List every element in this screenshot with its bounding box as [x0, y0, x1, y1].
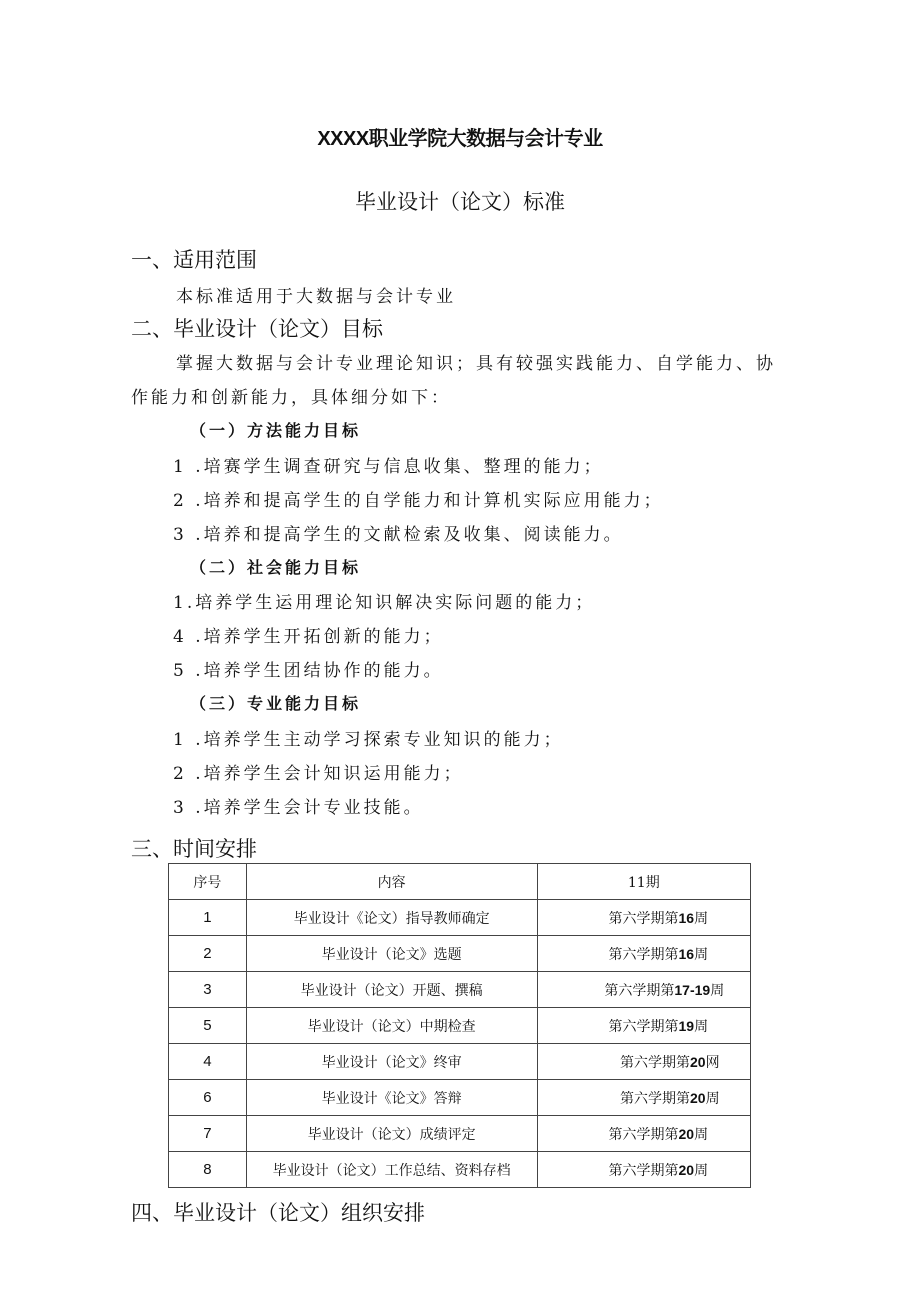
period-week: 20: [678, 1161, 695, 1178]
period-prefix: 第六学期第: [608, 1162, 679, 1179]
period-suffix: 周: [710, 982, 725, 999]
list-item: 2 .培养学生会计知识运用能力；: [173, 764, 464, 784]
list-item: 1.培养学生运用理论知识解决实际问题的能力；: [173, 593, 596, 613]
list-item: 4 .培养学生开拓创新的能力；: [173, 627, 444, 647]
row-no: 3: [169, 972, 247, 1008]
list-item: 1 .培养学生主动学习探索专业知识的能力；: [173, 730, 564, 750]
table-row: [169, 972, 751, 1008]
period-suffix: 周: [694, 946, 709, 963]
table-row: [169, 1080, 751, 1116]
row-content: 毕业设计《论文）指导教师确定: [246, 900, 537, 936]
row-no: 2: [169, 936, 247, 972]
period-week: 16: [678, 909, 695, 926]
list-item: 3 .培养学生会计专业技能。: [173, 798, 424, 818]
row-period: [537, 936, 750, 972]
scope-paragraph: 本标准适用于大数据与会计专业: [176, 287, 456, 307]
period-prefix: 第六学期第: [608, 946, 679, 963]
header-content: 内容: [246, 864, 537, 900]
period-week: 20: [690, 1053, 706, 1070]
list-item: 5 .培养学生团结协作的能力。: [173, 661, 444, 681]
row-period: [537, 972, 750, 1008]
period-suffix: 周: [694, 1162, 709, 1179]
section-heading-scope: 一、适用范围: [131, 248, 257, 272]
period-suffix: 周: [694, 1018, 709, 1035]
period-suffix: 周: [694, 910, 709, 927]
table-row: [169, 1008, 751, 1044]
header-period: 11期: [537, 864, 750, 900]
row-no: 5: [169, 1008, 247, 1044]
period-prefix: 第六学期第: [608, 910, 679, 927]
document-subtitle: 毕业设计（论文）标准: [355, 190, 565, 214]
list-item: 3 .培养和提高学生的文献检索及收集、阅读能力。: [173, 525, 624, 545]
title-rest: 职业学院大数据与会计专业: [368, 126, 603, 150]
document-title: [0, 122, 920, 151]
period-prefix: 第六学期第: [604, 982, 675, 999]
section-heading-schedule: 三、时间安排: [131, 837, 257, 861]
subsection-heading-social: （二）社会能力目标: [190, 558, 362, 577]
list-item: 2 .培养和提高学生的自学能力和计算机实际应用能力；: [173, 491, 664, 511]
row-content: 毕业设计（论文）中期检查: [246, 1008, 537, 1044]
row-no: 8: [169, 1152, 247, 1188]
row-period: [537, 1008, 750, 1044]
row-period: [537, 1044, 750, 1080]
period-week: 16: [678, 945, 695, 962]
row-no: 4: [169, 1044, 247, 1080]
period-week: 20: [678, 1125, 695, 1142]
row-content: 毕业设计《论文》答辩: [246, 1080, 537, 1116]
list-item: 1 .培赛学生调查研究与信息收集、整理的能力；: [173, 457, 604, 477]
section-heading-organization: 四、毕业设计（论文）组织安排: [131, 1201, 425, 1225]
period-suffix: 周: [705, 1090, 720, 1107]
row-content: 毕业设计（论文》终审: [246, 1044, 537, 1080]
row-no: 7: [169, 1116, 247, 1152]
period-week: 19: [678, 1017, 695, 1034]
schedule-table: [168, 863, 751, 1188]
table-row: [169, 1044, 751, 1080]
period-week: 20: [690, 1089, 706, 1106]
period-prefix: 第六学期第: [608, 1018, 679, 1035]
goals-paragraph-line1: 掌握大数据与会计专业理论知识；具有较强实践能力、自学能力、协: [176, 354, 776, 374]
row-content: 毕业设计（论文）开题、撰稿: [246, 972, 537, 1008]
table-header-row: [169, 864, 751, 900]
title-prefix: XXXX: [317, 128, 369, 150]
row-no: 1: [169, 900, 247, 936]
table-row: [169, 1116, 751, 1152]
table-row: [169, 900, 751, 936]
subsection-heading-professional: （三）专业能力目标: [190, 694, 362, 713]
row-period: [537, 1080, 750, 1116]
row-content: 毕业设计（论文）成绩评定: [246, 1116, 537, 1152]
period-week: 17-19: [674, 981, 711, 998]
row-period: [537, 1152, 750, 1188]
header-no: 序号: [169, 864, 247, 900]
row-no: 6: [169, 1080, 247, 1116]
table-row: [169, 1152, 751, 1188]
period-prefix: 第六学期第: [620, 1090, 690, 1107]
table-row: [169, 936, 751, 972]
row-content: 毕业设计（论文》选题: [246, 936, 537, 972]
row-period: [537, 1116, 750, 1152]
row-period: [537, 900, 750, 936]
period-suffix: 网: [705, 1054, 720, 1071]
period-suffix: 周: [694, 1126, 709, 1143]
goals-paragraph-line2: 作能力和创新能力，具体细分如下：: [131, 388, 451, 408]
row-content: 毕业设计（论文）工作总结、资料存档: [246, 1152, 537, 1188]
period-prefix: 第六学期第: [620, 1054, 690, 1071]
section-heading-goals: 二、毕业设计（论文）目标: [131, 317, 383, 341]
subsection-heading-method: （一）方法能力目标: [190, 421, 362, 440]
period-prefix: 第六学期第: [608, 1126, 679, 1143]
